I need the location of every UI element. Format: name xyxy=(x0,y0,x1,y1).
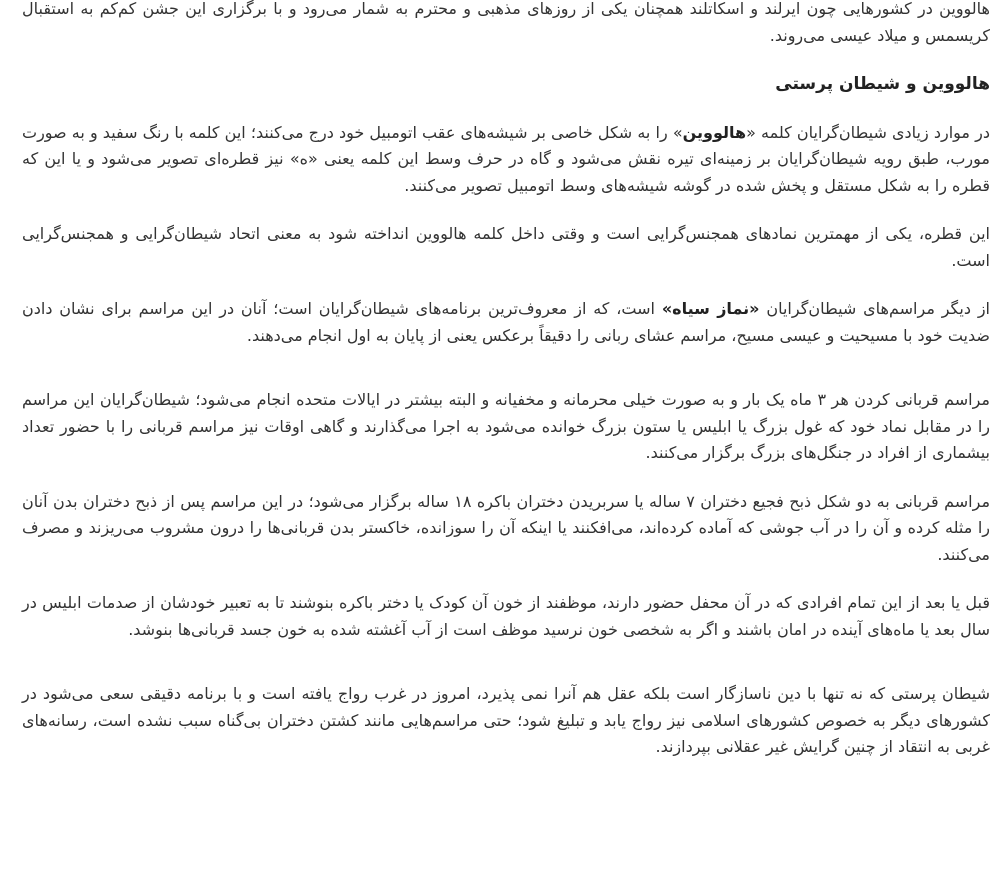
bold-term-black-mass: «نماز سیاه» xyxy=(661,299,760,318)
bold-term-halloween: هالووین xyxy=(682,122,747,142)
paragraph-halloween-symbol xyxy=(22,120,990,200)
paragraph-blood-drinking: قبل یا بعد از این تمام افرادی که در آن محفل حضور دارند، موظفند از خون آن کودک یا دختر باکره بنوشند تا به تعبیر خودشان از صدمات ابلیس در سال بعد یا ماه‌های آینده در امان باشند و اگر به شخصی خون نرسید موظف است از آب آغشته شده به خون جسد قربانی‌ها بنوشد. xyxy=(22,593,990,639)
article-body xyxy=(22,0,990,783)
section-heading: هالووین و شیطان پرستی xyxy=(775,74,990,94)
paragraph-text: در موارد زیادی شیطان‌گرایان کلمه « xyxy=(746,122,990,142)
intro-paragraph: هالووین در کشورهایی چون ایرلند و اسکاتلند همچنان یکی از روزهای مذهبی و محترم به شمار می‌رود و با برگزاری این جشن کم‌کم به استقبال کریسمس و میلاد عیسی می‌روند. xyxy=(22,0,990,45)
paragraph-drop-symbol: این قطره، یکی از مهمترین نمادهای همجنس‌گرایی است و وقتی داخل کلمه هالووین انداخته شود به معنی اتحاد شیطان‌گرایی و همجنس‌گرایی است. xyxy=(22,224,990,270)
paragraph-sacrifice-ritual: مراسم قربانی کردن هر ۳ ماه یک بار و به صورت خیلی محرمانه و مخفیانه و البته بیشتر در ایالات متحده انجام می‌شود؛ شیطان‌گرایان این مراسم را در مقابل نماد خود که غول بزرگ یا ابلیس یا ستون بزرگ خوانده می‌شود به اجرا می‌گذارند و گاهی اوقات نیز مراسم قربانی را با حضور تعداد بیشماری از افراد در جنگل‌های بزرگ برگزار می‌کنند. xyxy=(22,390,991,462)
paragraph-text: از دیگر مراسم‌های شیطان‌گرایان xyxy=(759,299,990,318)
paragraph-text: » را به شکل خاصی بر شیشه‌های عقب اتومبیل خود درج می‌کنند؛ این کلمه با رنگ سفید و به صورت مورب، طبق رویه شیطان‌گرایان بر زمینه‌ای تیره نقش می‌شود و گاه در حرف وسط این کلمه یعنی «ه» نیز قطره‌ای تصویر می‌شود و یا این که قطره را به شکل مستقل و پخش شده در گوشه شیشه‌های وسط اتومبیل تصویر می‌کنند. xyxy=(22,122,990,195)
paragraph-black-mass xyxy=(22,296,990,349)
paragraph-text: است، که از معروف‌ترین برنامه‌های شیطان‌گرایان است؛ آنان در این مراسم برای نشان دادن ضدیت خود با مسیحیت و عیسی مسیح، مراسم عشای ربانی را دقیقاً برعکس یعنی از پایان به اول انجام می‌دهند. xyxy=(22,299,990,345)
paragraph-conclusion: شیطان پرستی که نه تنها با دین ناسازگار است بلکه عقل هم آنرا نمی پذیرد، امروز در غرب رواج یافته است و با برنامه دقیقی سعی می‌شود در کشورهای دیگر به خصوص کشورهای اسلامی نیز رواج یابد و تبلیغ شود؛ حتی مراسم‌هایی مانند کشتن دختران بی‌گناه سبب نشده است، رسانه‌های غربی به انتقاد از چنین گرایش غیر عقلانی بپردازند. xyxy=(22,684,990,756)
paragraph-sacrifice-forms: مراسم قربانی به دو شکل ذبح فجیع دختران ۷ ساله یا سربریدن دختران باکره ۱۸ ساله برگزار می‌شود؛ در این مراسم پس از ذبح دختران بدن آنان را مثله کرده و آن را در آب جوشی که آماده کرده‌اند، می‌افکنند یا اینکه آن را سوزانده، خاکستر بدن قربانی‌ها را درون مشروب می‌ریزند و مصرف می‌کنند. xyxy=(22,491,991,564)
